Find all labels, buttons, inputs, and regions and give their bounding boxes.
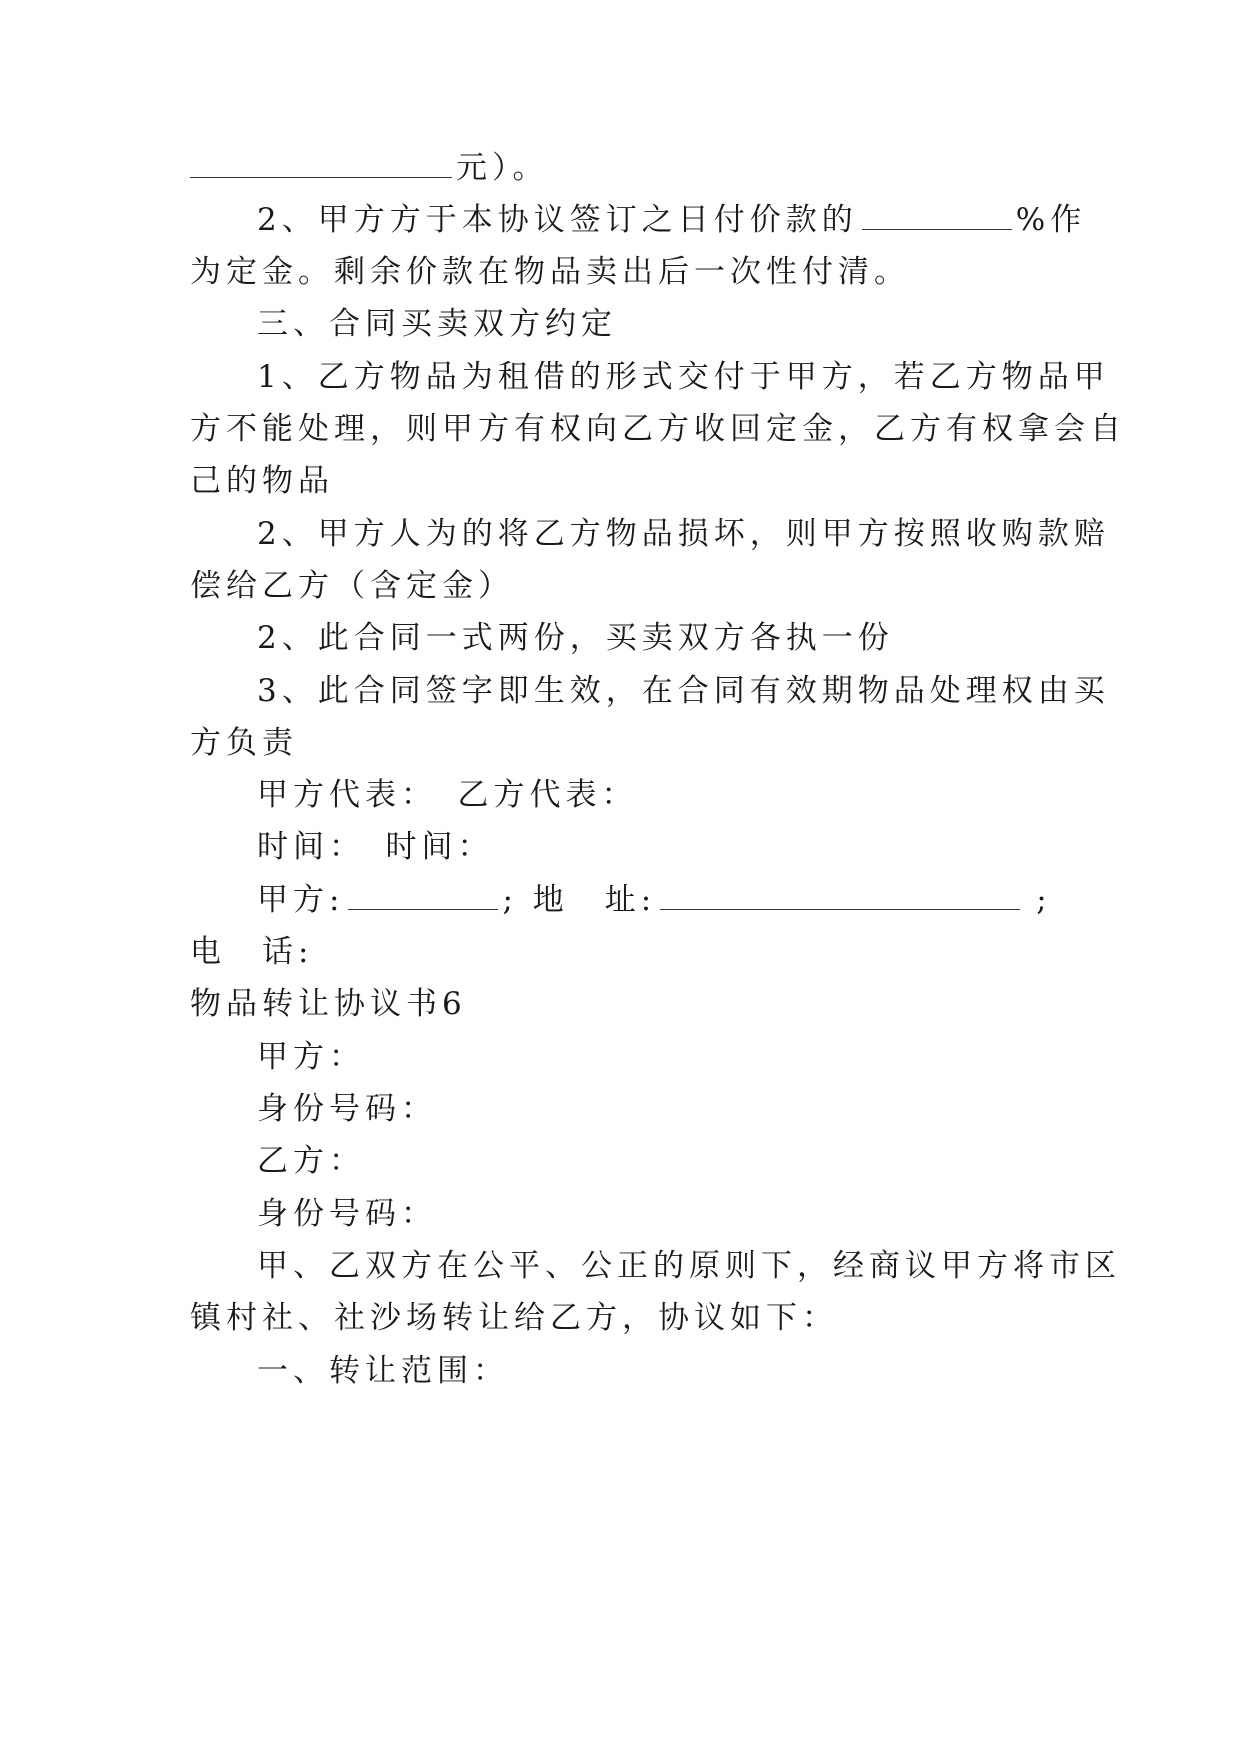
text-span: 元）。 <box>456 150 549 186</box>
fill-blank <box>348 881 498 910</box>
document-title: 物品转让协议书6 <box>190 986 467 1022</box>
section-heading: 一、转让范围： <box>257 1353 509 1389</box>
signature-line: 甲方代表： 乙方代表： <box>257 777 638 813</box>
text-line: 己的物品 <box>190 463 334 499</box>
text-line: 甲、乙双方在公平、公正的原则下，经商议甲方将市区 <box>257 1248 1121 1284</box>
text-line: 电 话: <box>190 934 314 970</box>
text-line: 镇村社、社沙场转让给乙方，协议如下： <box>190 1300 838 1336</box>
section-heading: 三、合同买卖双方约定 <box>257 306 617 342</box>
text-line <box>190 148 1060 188</box>
fill-blank <box>660 881 1020 910</box>
text-line: 2、甲方人为的将乙方物品损坏，则甲方按照收购款赔 <box>257 516 1110 552</box>
date-line: 时间： 时间： <box>257 829 494 865</box>
party-address-line <box>257 880 1127 920</box>
text-span: 甲方: <box>257 882 345 918</box>
text-line: 身份号码： <box>257 1091 437 1127</box>
text-span: %作 <box>1015 202 1087 238</box>
text-span: ; <box>1036 882 1052 918</box>
text-line: 身份号码： <box>257 1196 437 1232</box>
text-line: 为定金。剩余价款在物品卖出后一次性付清。 <box>190 254 910 290</box>
fill-blank <box>190 149 452 178</box>
text-line: 乙方： <box>257 1143 365 1179</box>
text-line <box>257 200 1127 240</box>
text-line: 偿给乙方（含定金） <box>190 568 514 604</box>
text-line: 甲方： <box>257 1039 365 1075</box>
text-line: 1、乙方物品为租借的形式交付于甲方，若乙方物品甲 <box>257 359 1110 395</box>
text-line: 3、此合同签字即生效，在合同有效期物品处理权由买 <box>257 673 1110 709</box>
fill-blank <box>862 201 1012 230</box>
text-line: 2、此合同一式两份，买卖双方各执一份 <box>257 620 894 656</box>
text-span: ; 地 址: <box>502 882 657 918</box>
text-line: 方负责 <box>190 725 298 761</box>
text-line: 方不能处理，则甲方有权向乙方收回定金，乙方有权拿会自 <box>190 411 1126 447</box>
text-span: 2、甲方方于本协议签订之日付价款的 <box>257 202 858 238</box>
